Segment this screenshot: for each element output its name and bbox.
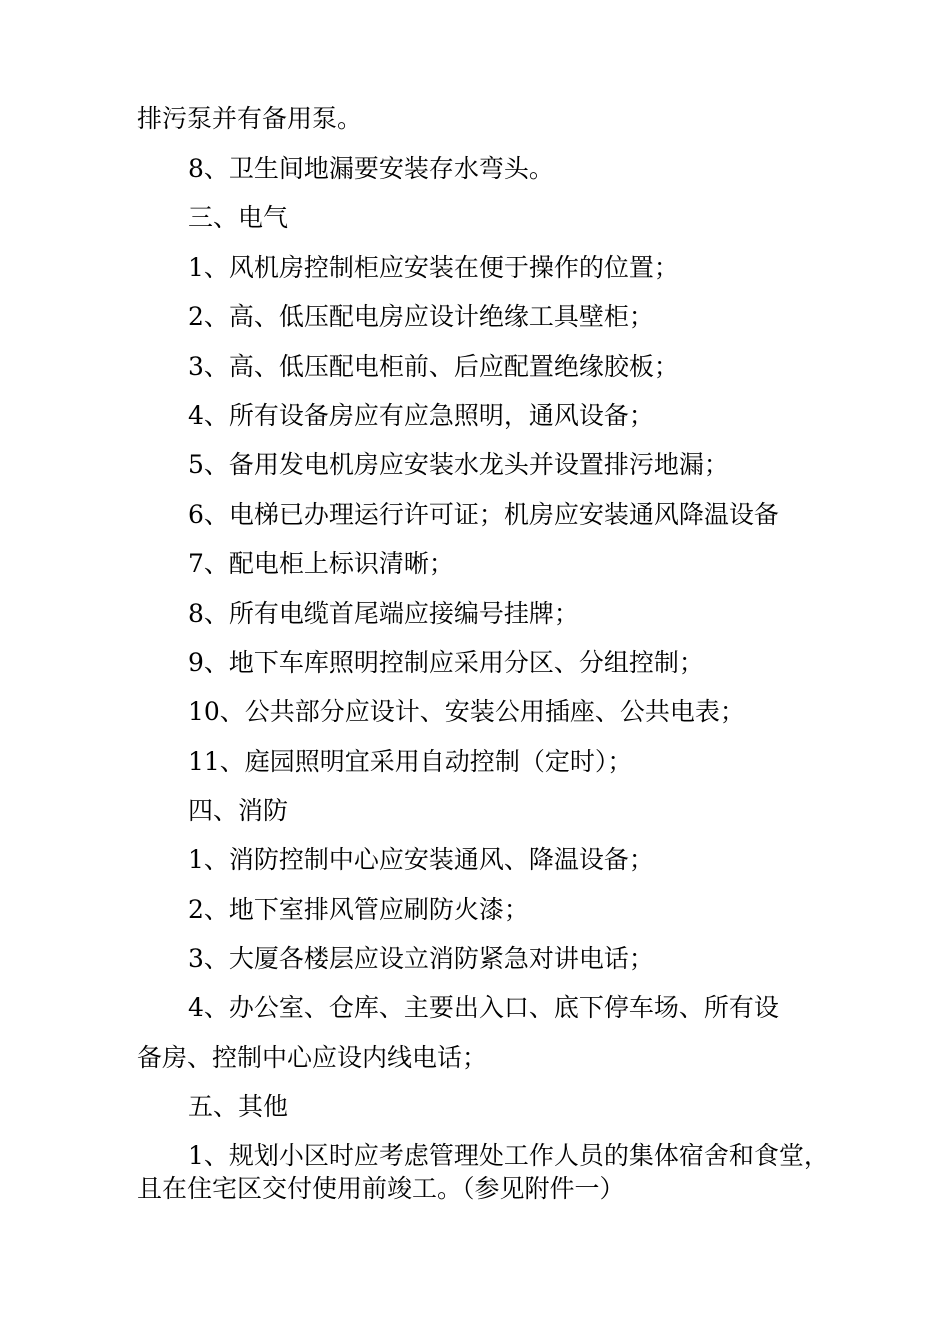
line-text: 三、电气: [188, 203, 289, 232]
line-text: 6、电梯已办理运行许可证；机房应安装通风降温设备: [188, 500, 779, 529]
line-text: 且在住宅区交付使用前竣工。（参见附件一）: [137, 1174, 625, 1203]
line-text: 2、高、低压配电房应设计绝缘工具壁柜；: [188, 302, 654, 331]
line-text: 3、高、低压配电柜前、后应配置绝缘胶板；: [188, 352, 679, 381]
line-text: 五、其他: [188, 1092, 289, 1121]
line-text: 4、办公室、仓库、主要出入口、底下停车场、所有设: [188, 993, 779, 1022]
line-text: 9、地下车库照明控制应采用分区、分组控制；: [188, 648, 704, 677]
line-text: 1、风机房控制柜应安装在便于操作的位置；: [188, 253, 679, 282]
line-text: 四、消防: [188, 796, 289, 825]
line-text: 8、卫生间地漏要安装存水弯头。: [188, 154, 554, 183]
line-text: 7、配电柜上标识清晰；: [188, 549, 454, 578]
line-text: 排污泵并有备用泵。: [137, 104, 363, 133]
line-text: 11、庭园照明宜采用自动控制（定时）；: [188, 747, 633, 776]
line-text: 2、地下室排风管应刷防火漆；: [188, 895, 529, 924]
line-text: 1、消防控制中心应安装通风、降温设备；: [188, 845, 654, 874]
line-text: 3、大厦各楼层应设立消防紧急对讲电话；: [188, 944, 654, 973]
line-text: 1、规划小区时应考虑管理处工作人员的集体宿舍和食堂，: [188, 1141, 829, 1170]
line-text: 备房、控制中心应设内线电话；: [137, 1043, 488, 1072]
line-text: 10、公共部分应设计、安装公用插座、公共电表；: [188, 697, 745, 726]
line-text: 8、所有电缆首尾端应接编号挂牌；: [188, 599, 579, 628]
line-text: 4、所有设备房应有应急照明，通风设备；: [188, 401, 654, 430]
line-text: 5、备用发电机房应安装水龙头并设置排污地漏；: [188, 450, 729, 479]
